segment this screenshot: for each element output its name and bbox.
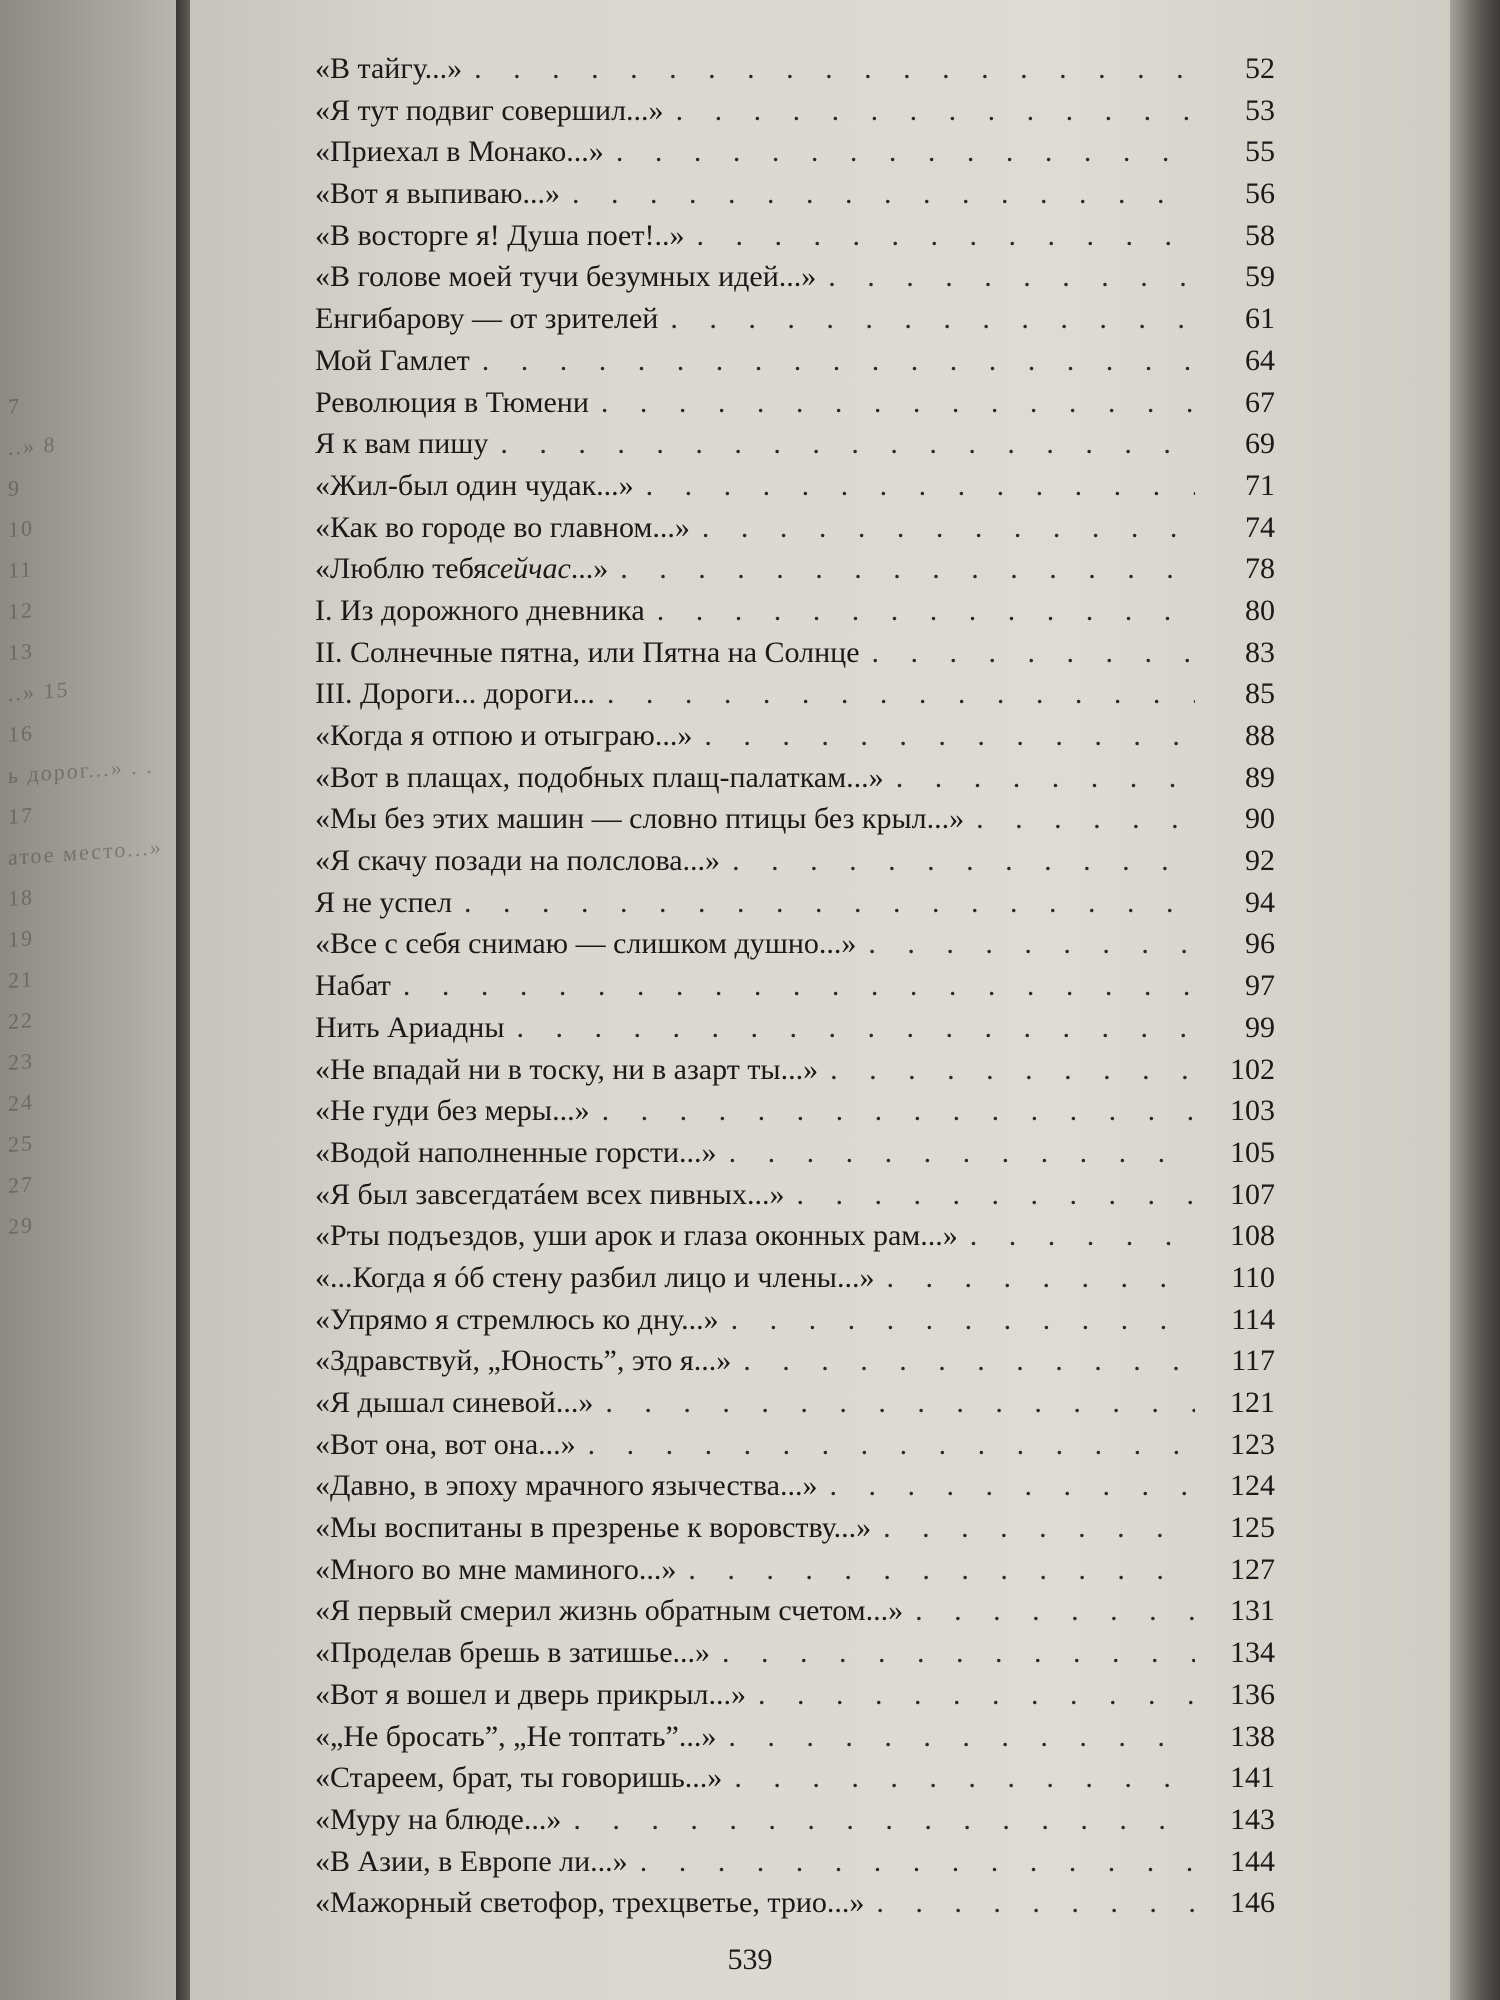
toc-entry-title: «„Не бросать”, „Не топтать”...» bbox=[315, 1719, 717, 1753]
toc-entry-title: «Жил-был один чудак...» bbox=[315, 468, 634, 502]
toc-entry-title: «В восторге я! Душа поет!..» bbox=[315, 218, 685, 252]
toc-entry bbox=[315, 719, 1275, 761]
toc-entry-title: «Мы воспитаны в презренье к воровству...» bbox=[315, 1511, 872, 1545]
dot-leader bbox=[601, 386, 1195, 420]
toc-entry bbox=[315, 344, 1275, 386]
toc-entry bbox=[315, 1553, 1275, 1595]
toc-entry-page: 92 bbox=[1245, 844, 1275, 878]
dot-leader bbox=[970, 1219, 1195, 1253]
toc-entry-page: 105 bbox=[1230, 1135, 1275, 1169]
dot-leader bbox=[896, 761, 1195, 795]
toc-entry-title: «Люблю тебя bbox=[315, 552, 487, 586]
dot-leader bbox=[868, 927, 1195, 961]
toc-entry-page: 71 bbox=[1245, 468, 1275, 502]
facing-page-text bbox=[8, 374, 178, 1247]
dot-leader bbox=[796, 1178, 1195, 1212]
toc-entry-title-end: ...» bbox=[570, 552, 609, 586]
toc-entry-page: 102 bbox=[1230, 1052, 1275, 1086]
toc-entry bbox=[315, 1386, 1275, 1428]
dot-leader bbox=[976, 802, 1195, 836]
toc-entry bbox=[315, 1469, 1275, 1511]
toc-entry bbox=[315, 1303, 1275, 1345]
facing-page-line: 24 bbox=[8, 1089, 34, 1116]
facing-page-line: 10 bbox=[8, 515, 34, 542]
toc-entry-title: «Вот она, вот она...» bbox=[315, 1427, 576, 1461]
toc-entry-page: 88 bbox=[1245, 719, 1275, 752]
toc-entry-title: Нить Ариадны bbox=[315, 1010, 505, 1044]
dot-leader bbox=[886, 1261, 1195, 1295]
toc-entry-title: «Муру на блюде...» bbox=[315, 1802, 562, 1836]
toc-entry-title: «Я скачу позади на полслова...» bbox=[315, 844, 721, 878]
facing-page-line: ..» 8 bbox=[8, 431, 57, 460]
toc-entry-title: «В Азии, в Европе ли...» bbox=[315, 1844, 628, 1878]
dot-leader bbox=[829, 1469, 1195, 1503]
toc-entry-page: 89 bbox=[1245, 760, 1275, 794]
toc-entry-title: «Я первый смерил жизнь обратным счетом...» bbox=[315, 1594, 904, 1628]
toc-entry-title: «Как во городе во главном...» bbox=[315, 510, 690, 544]
facing-page-line: 25 bbox=[8, 1130, 34, 1157]
toc-entry-title: III. Дороги... дороги... bbox=[315, 677, 595, 711]
facing-page-line: 16 bbox=[8, 720, 34, 747]
toc-entry bbox=[315, 260, 1275, 302]
toc-entry-title: «Не впадай ни в тоску, ни в азарт ты...» bbox=[315, 1052, 819, 1086]
toc-entry-page: 143 bbox=[1230, 1802, 1275, 1836]
toc-entry-title: «Давно, в эпоху мрачного язычества...» bbox=[315, 1469, 818, 1503]
toc-entry-title: «В голове моей тучи безумных идей...» bbox=[315, 260, 817, 294]
dot-leader bbox=[657, 594, 1195, 628]
toc-entry bbox=[315, 1344, 1275, 1386]
facing-page-line: 12 bbox=[8, 597, 34, 624]
dot-leader bbox=[573, 1803, 1195, 1837]
toc-entry-page: 90 bbox=[1245, 802, 1275, 836]
toc-entry-title: Я к вам пишу bbox=[315, 427, 489, 461]
toc-entry bbox=[315, 94, 1275, 136]
dot-leader bbox=[743, 1344, 1195, 1378]
facing-page-line: 29 bbox=[8, 1212, 34, 1239]
toc-entry-page: 85 bbox=[1245, 677, 1275, 711]
dot-leader bbox=[620, 552, 1195, 586]
toc-entry-page: 125 bbox=[1230, 1511, 1275, 1545]
dot-leader bbox=[640, 1845, 1195, 1879]
toc-entry bbox=[315, 927, 1275, 969]
dot-leader bbox=[876, 1886, 1195, 1920]
dot-leader bbox=[702, 511, 1195, 545]
toc-entry-title: «Вот я вошел и дверь прикрыл...» bbox=[315, 1677, 746, 1711]
toc-entry-title: «Мы без этих машин — словно птицы без крыл...» bbox=[315, 802, 965, 836]
toc-entry-page: 78 bbox=[1245, 552, 1275, 586]
toc-entry-title: «Стареем, брат, ты говоришь...» bbox=[315, 1761, 723, 1795]
toc-entry bbox=[315, 1803, 1275, 1845]
dot-leader bbox=[588, 1428, 1195, 1462]
dot-leader bbox=[828, 260, 1195, 294]
facing-page-line: 22 bbox=[8, 1007, 34, 1034]
toc-entry bbox=[315, 1761, 1275, 1803]
toc-entry bbox=[315, 886, 1275, 928]
toc-entry-title: «Упрямо я стремлюсь ко дну...» bbox=[315, 1302, 719, 1336]
toc-entry bbox=[315, 1720, 1275, 1762]
toc-entry-page: 124 bbox=[1230, 1469, 1275, 1503]
toc-entry bbox=[315, 1678, 1275, 1720]
toc-entry bbox=[315, 802, 1275, 844]
toc-entry-title: «Вот в плащах, подобных плащ-палаткам...» bbox=[315, 760, 884, 794]
toc-entry-page: 136 bbox=[1230, 1677, 1275, 1711]
toc-entry bbox=[315, 469, 1275, 511]
toc-entry-page: 55 bbox=[1245, 135, 1275, 169]
facing-page-line: ь дорог...» . . 17 bbox=[8, 752, 154, 829]
toc-entry-page: 144 bbox=[1230, 1844, 1275, 1878]
facing-page-line: 7 bbox=[8, 393, 21, 419]
toc-entry-title: «...Когда я óб стену разбил лицо и члены...» bbox=[315, 1260, 875, 1294]
toc-entry-page: 96 bbox=[1245, 927, 1275, 961]
facing-page-line: 9 bbox=[8, 475, 21, 501]
toc-entry bbox=[315, 1178, 1275, 1220]
facing-page-line: атое место...» 18 bbox=[8, 834, 163, 911]
facing-page-line: ..» 15 bbox=[8, 676, 70, 706]
toc-entry-page: 52 bbox=[1245, 52, 1275, 85]
toc-entry bbox=[315, 1053, 1275, 1095]
toc-entry bbox=[315, 761, 1275, 803]
toc-entry-page: 108 bbox=[1230, 1219, 1275, 1253]
toc-entry bbox=[315, 636, 1275, 678]
table-of-contents bbox=[315, 52, 1275, 1928]
toc-entry-title: «Проделав брешь в затишье...» bbox=[315, 1636, 711, 1670]
dot-leader bbox=[616, 135, 1195, 169]
dot-leader bbox=[500, 427, 1195, 461]
toc-entry-page: 138 bbox=[1230, 1719, 1275, 1753]
toc-entry-page: 123 bbox=[1230, 1427, 1275, 1461]
toc-entry-title: «Все с себя снимаю — слишком душно...» bbox=[315, 927, 857, 961]
toc-entry-title: «Когда я отпою и отыграю...» bbox=[315, 719, 693, 752]
dot-leader bbox=[732, 844, 1195, 878]
page-edge bbox=[1450, 0, 1500, 2000]
toc-entry-page: 117 bbox=[1231, 1344, 1275, 1378]
toc-entry bbox=[315, 302, 1275, 344]
toc-entry bbox=[315, 1428, 1275, 1470]
toc-entry-title: Революция в Тюмени bbox=[315, 385, 589, 419]
toc-entry bbox=[315, 1636, 1275, 1678]
toc-entry bbox=[315, 1094, 1275, 1136]
toc-entry-title: «Рты подъездов, уши арок и глаза оконных рам...» bbox=[315, 1219, 958, 1253]
toc-entry-title: «Здравствуй, „Юность”, это я...» bbox=[315, 1344, 732, 1378]
dot-leader bbox=[696, 219, 1195, 253]
toc-entry-page: 131 bbox=[1230, 1594, 1275, 1628]
toc-entry bbox=[315, 219, 1275, 261]
facing-page-line: 11 bbox=[8, 556, 34, 583]
facing-page bbox=[0, 0, 190, 2000]
toc-entry-page: 80 bbox=[1245, 593, 1275, 627]
dot-leader bbox=[517, 1011, 1195, 1045]
toc-entry-title: «Вот я выпиваю...» bbox=[315, 177, 560, 211]
dot-leader bbox=[670, 302, 1195, 336]
dot-leader bbox=[915, 1594, 1195, 1628]
toc-entry-page: 83 bbox=[1245, 635, 1275, 669]
toc-entry-page: 61 bbox=[1245, 302, 1275, 336]
toc-entry-page: 127 bbox=[1230, 1552, 1275, 1586]
toc-entry bbox=[315, 844, 1275, 886]
dot-leader bbox=[729, 1136, 1195, 1170]
toc-entry-title: «В тайгу...» bbox=[315, 52, 463, 85]
toc-entry bbox=[315, 427, 1275, 469]
toc-entry bbox=[315, 135, 1275, 177]
dot-leader bbox=[482, 344, 1195, 378]
toc-entry-title: «Я дышал синевой...» bbox=[315, 1386, 594, 1419]
dot-leader bbox=[883, 1511, 1195, 1545]
dot-leader bbox=[688, 1553, 1195, 1587]
dot-leader bbox=[464, 886, 1195, 920]
dot-leader bbox=[734, 1761, 1195, 1795]
facing-page-line: 19 bbox=[8, 925, 34, 952]
toc-entry-page: 99 bbox=[1245, 1010, 1275, 1044]
toc-entry-title: «Не гуди без меры...» bbox=[315, 1094, 590, 1128]
toc-entry-page: 103 bbox=[1230, 1094, 1275, 1128]
facing-page-line: 13 bbox=[8, 638, 34, 665]
dot-leader bbox=[605, 1386, 1195, 1420]
toc-entry-page: 53 bbox=[1245, 93, 1275, 127]
dot-leader bbox=[607, 677, 1195, 711]
toc-entry-page: 141 bbox=[1230, 1761, 1275, 1795]
toc-entry bbox=[315, 552, 1275, 594]
toc-entry-page: 121 bbox=[1230, 1386, 1275, 1419]
toc-entry-page: 64 bbox=[1245, 343, 1275, 377]
facing-page-line: 27 bbox=[8, 1171, 34, 1198]
dot-leader bbox=[731, 1303, 1195, 1337]
toc-entry bbox=[315, 511, 1275, 553]
toc-entry bbox=[315, 1845, 1275, 1887]
dot-leader bbox=[704, 719, 1195, 753]
toc-entry bbox=[315, 1886, 1275, 1928]
toc-entry bbox=[315, 177, 1275, 219]
toc-entry-title: Енгибарову — от зрителей bbox=[315, 302, 659, 336]
toc-entry-title: «Водой наполненные горсти...» bbox=[315, 1135, 717, 1169]
toc-entry-title: «Я тут подвиг совершил...» bbox=[315, 93, 664, 127]
toc-entry-title: «Я был завсегдатáем всех пивных...» bbox=[315, 1177, 785, 1211]
toc-entry-page: 114 bbox=[1231, 1302, 1275, 1336]
toc-entry-title: I. Из дорожного дневника bbox=[315, 593, 645, 627]
toc-entry bbox=[315, 1511, 1275, 1553]
toc-entry bbox=[315, 1136, 1275, 1178]
toc-entry-page: 94 bbox=[1245, 885, 1275, 919]
facing-page-line: 23 bbox=[8, 1048, 34, 1075]
page-number: 539 bbox=[727, 1943, 773, 1976]
toc-entry-page: 56 bbox=[1245, 177, 1275, 211]
dot-leader bbox=[728, 1720, 1195, 1754]
toc-entry bbox=[315, 52, 1275, 94]
toc-entry-title: «Мажорный светофор, трехцветье, трио...» bbox=[315, 1886, 865, 1920]
dot-leader bbox=[722, 1636, 1195, 1670]
toc-entry bbox=[315, 594, 1275, 636]
dot-leader bbox=[758, 1678, 1195, 1712]
dot-leader bbox=[830, 1053, 1195, 1087]
toc-entry bbox=[315, 1594, 1275, 1636]
toc-entry-title: «Много во мне маминого...» bbox=[315, 1552, 677, 1586]
toc-entry-page: 97 bbox=[1245, 969, 1275, 1003]
toc-entry-title-italic: сейчас bbox=[486, 552, 571, 586]
dot-leader bbox=[572, 177, 1195, 211]
toc-entry-page: 59 bbox=[1245, 260, 1275, 294]
toc-entry-page: 146 bbox=[1230, 1886, 1275, 1920]
facing-page-line: 21 bbox=[8, 966, 34, 993]
dot-leader bbox=[403, 969, 1195, 1003]
dot-leader bbox=[872, 636, 1195, 670]
toc-entry-title: Я не успел bbox=[315, 885, 453, 919]
dot-leader bbox=[602, 1094, 1195, 1128]
dot-leader bbox=[474, 52, 1195, 86]
toc-entry bbox=[315, 677, 1275, 719]
toc-entry bbox=[315, 1261, 1275, 1303]
toc-entry-title: Набат bbox=[315, 969, 391, 1003]
toc-entry bbox=[315, 386, 1275, 428]
toc-entry-page: 67 bbox=[1245, 385, 1275, 419]
dot-leader bbox=[676, 94, 1195, 128]
dot-leader bbox=[646, 469, 1195, 503]
toc-entry-page: 134 bbox=[1230, 1636, 1275, 1670]
toc-entry-page: 110 bbox=[1231, 1260, 1275, 1294]
toc-entry-title: Мой Гамлет bbox=[315, 343, 470, 377]
toc-entry bbox=[315, 1219, 1275, 1261]
toc-entry-page: 74 bbox=[1245, 510, 1275, 544]
toc-entry-title: «Приехал в Монако...» bbox=[315, 135, 604, 169]
toc-entry bbox=[315, 969, 1275, 1011]
toc-entry-page: 69 bbox=[1245, 427, 1275, 461]
toc-entry-page: 58 bbox=[1245, 218, 1275, 252]
toc-entry-title: II. Солнечные пятна, или Пятна на Солнце bbox=[315, 635, 860, 669]
toc-entry bbox=[315, 1011, 1275, 1053]
toc-entry-page: 107 bbox=[1230, 1177, 1275, 1211]
